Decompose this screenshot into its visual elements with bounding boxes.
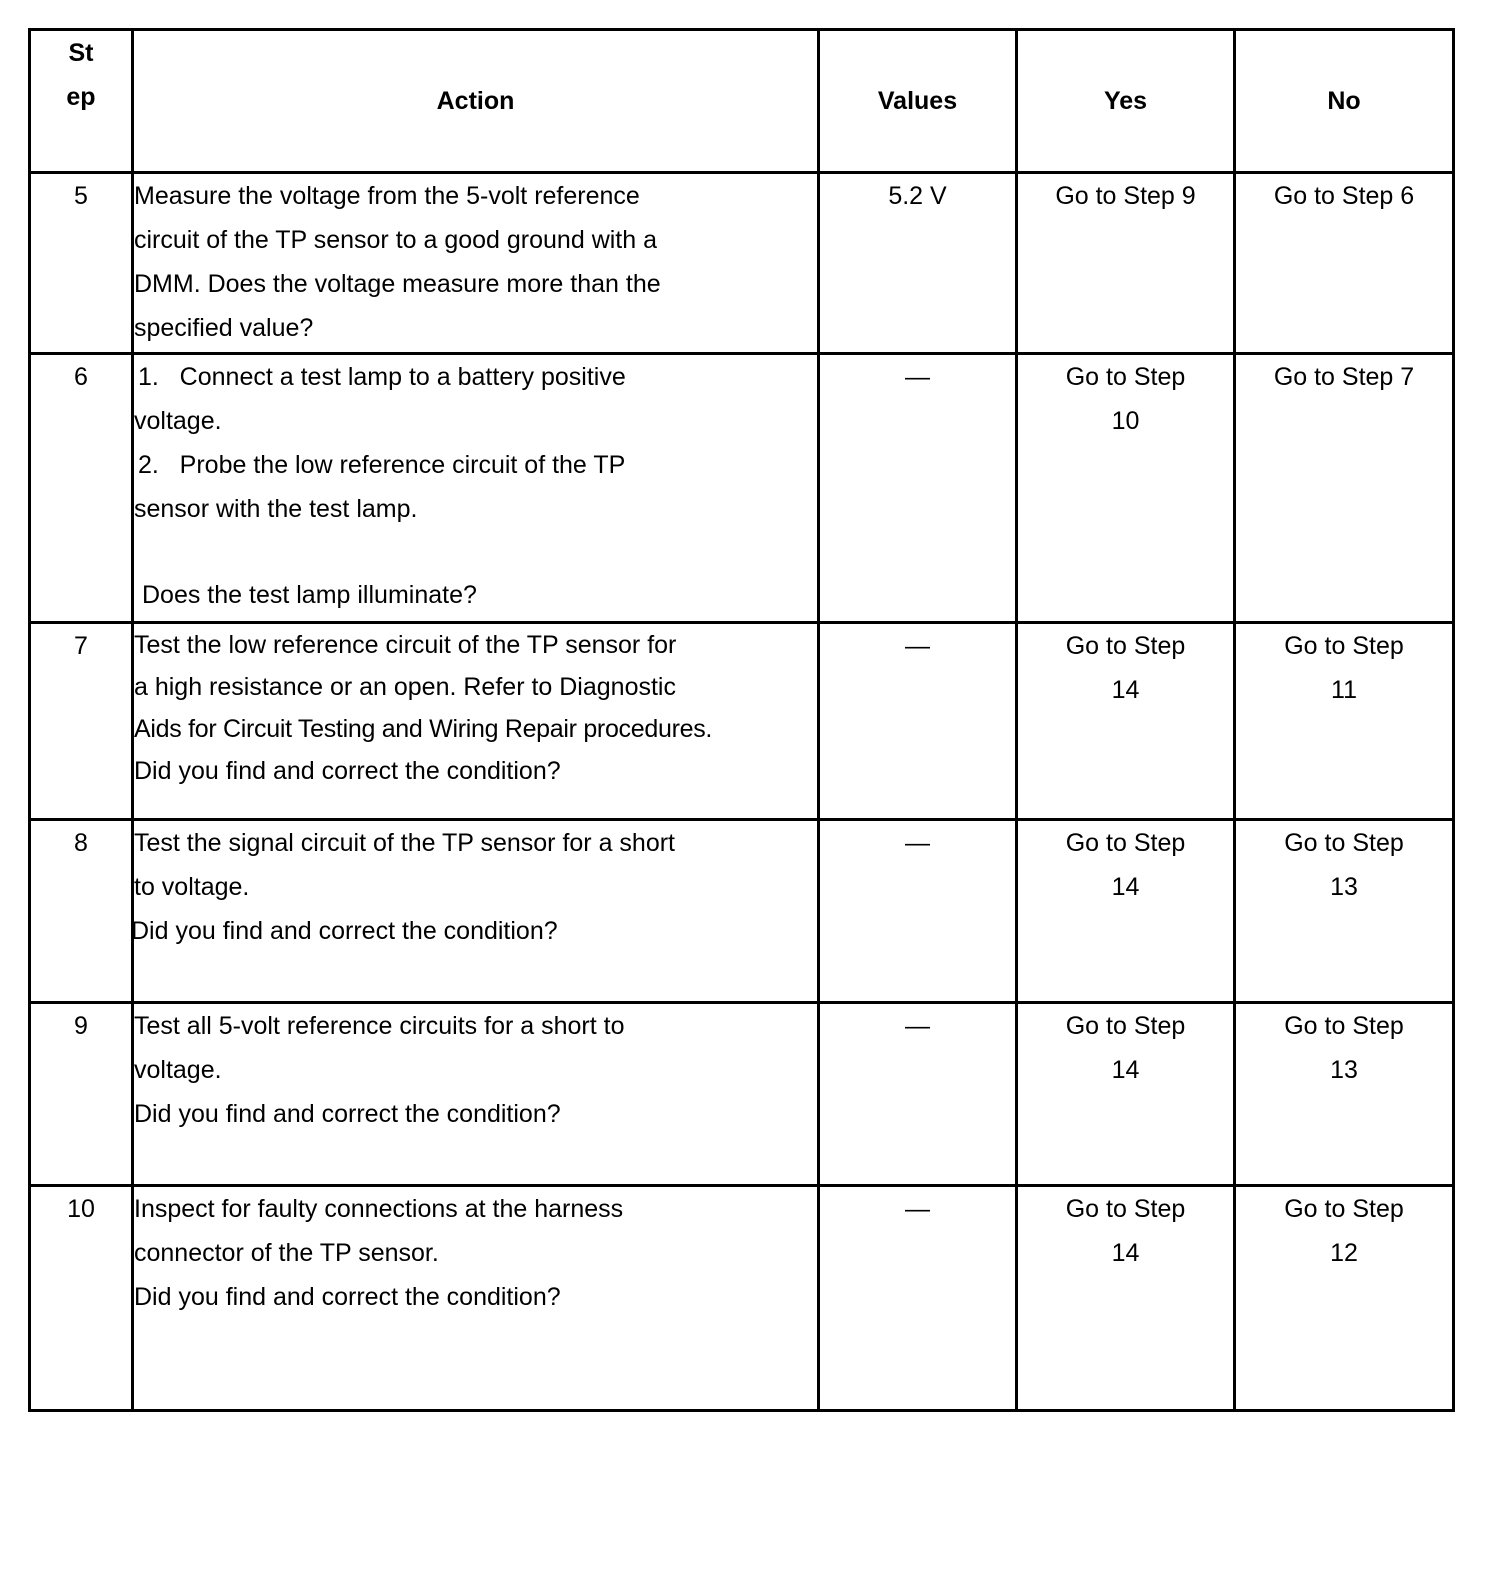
table-row (30, 1186, 1454, 1411)
action-line: Test the signal circuit of the TP sensor for a short (134, 829, 676, 857)
no-cell (1235, 820, 1454, 1003)
action-cell (133, 1186, 819, 1411)
no-cell (1235, 354, 1454, 623)
no-line: 13 (1330, 1056, 1358, 1084)
yes-line: Go to Step (1065, 1012, 1186, 1040)
diagnostic-table (28, 28, 1455, 1412)
no-cell (1235, 1186, 1454, 1411)
yes-line: Go to Step (1065, 632, 1186, 660)
no-line: Go to Step (1284, 632, 1404, 660)
no-line: Go to Step (1284, 829, 1404, 857)
no-line: Go to Step (1284, 1012, 1404, 1040)
value-cell: — (819, 623, 1017, 820)
value-cell: — (819, 1003, 1017, 1186)
no-line: 12 (1330, 1239, 1358, 1267)
no-line: Go to Step 7 (1273, 363, 1415, 391)
table-row (30, 1003, 1454, 1186)
action-line: Did you find and correct the condition? (131, 917, 558, 945)
yes-cell (1017, 1186, 1235, 1411)
header-step-line1: St (68, 39, 94, 67)
action-cell (133, 354, 819, 623)
action-line: voltage. (134, 407, 222, 435)
action-line: Measure the voltage from the 5-volt reference (134, 182, 640, 210)
value-cell: — (819, 354, 1017, 623)
no-line: Go to Step (1284, 1195, 1404, 1223)
header-yes: Yes (1017, 30, 1235, 173)
action-line: 1. Connect a test lamp to a battery positive (138, 363, 626, 391)
action-cell (133, 173, 819, 354)
header-no: No (1235, 30, 1454, 173)
yes-cell (1017, 173, 1235, 354)
table-row (30, 623, 1454, 820)
step-number: 5 (30, 173, 133, 354)
action-line: Test all 5-volt reference circuits for a short to (134, 1012, 625, 1040)
yes-line: 14 (1111, 873, 1140, 901)
step-number: 7 (30, 623, 133, 820)
step-number: 8 (30, 820, 133, 1003)
action-line: Did you find and correct the condition? (134, 757, 561, 785)
action-line: sensor with the test lamp. (134, 495, 418, 523)
yes-line: 10 (1111, 407, 1140, 435)
yes-line: 14 (1111, 676, 1140, 704)
action-line: Did you find and correct the condition? (134, 1100, 561, 1128)
yes-cell (1017, 354, 1235, 623)
action-line: Inspect for faulty connections at the harness (134, 1195, 624, 1223)
action-line: specified value? (134, 314, 314, 342)
action-line: Aids for Circuit Testing and Wiring Repair procedures. (134, 715, 713, 743)
yes-cell (1017, 623, 1235, 820)
yes-line: Go to Step 9 (1055, 182, 1196, 210)
value-cell: — (819, 820, 1017, 1003)
value-cell: — (819, 1186, 1017, 1411)
header-step (30, 30, 133, 173)
action-cell (133, 1003, 819, 1186)
action-cell (133, 820, 819, 1003)
no-line: 11 (1331, 676, 1357, 704)
action-line: circuit of the TP sensor to a good ground with a (134, 226, 657, 254)
table-row (30, 173, 1454, 354)
yes-cell (1017, 820, 1235, 1003)
header-row (30, 30, 1454, 173)
yes-line: Go to Step (1065, 829, 1186, 857)
step-number: 6 (30, 354, 133, 623)
action-line: to voltage. (134, 873, 250, 901)
header-action: Action (133, 30, 819, 173)
action-line: a high resistance or an open. Refer to Diagnostic (134, 673, 676, 701)
action-line: 2. Probe the low reference circuit of the TP (138, 451, 626, 479)
step-number: 10 (30, 1186, 133, 1411)
action-line: Does the test lamp illuminate? (142, 581, 477, 609)
no-line: 13 (1330, 873, 1358, 901)
value-cell: 5.2 V (819, 173, 1017, 354)
yes-cell (1017, 1003, 1235, 1186)
no-line: Go to Step 6 (1273, 182, 1415, 210)
table-row (30, 820, 1454, 1003)
table-row (30, 354, 1454, 623)
no-cell (1235, 623, 1454, 820)
action-line: voltage. (134, 1056, 222, 1084)
yes-line: Go to Step (1065, 363, 1186, 391)
yes-line: 14 (1111, 1056, 1140, 1084)
action-line: Did you find and correct the condition? (134, 1283, 561, 1311)
action-line: Test the low reference circuit of the TP sensor for (134, 631, 677, 659)
no-cell (1235, 173, 1454, 354)
header-values: Values (819, 30, 1017, 173)
step-number: 9 (30, 1003, 133, 1186)
yes-line: 14 (1111, 1239, 1140, 1267)
action-line: DMM. Does the voltage measure more than the (134, 270, 661, 298)
no-cell (1235, 1003, 1454, 1186)
action-line: connector of the TP sensor. (134, 1239, 439, 1267)
yes-line: Go to Step (1065, 1195, 1186, 1223)
header-step-line2: ep (66, 83, 96, 111)
action-cell (133, 623, 819, 820)
